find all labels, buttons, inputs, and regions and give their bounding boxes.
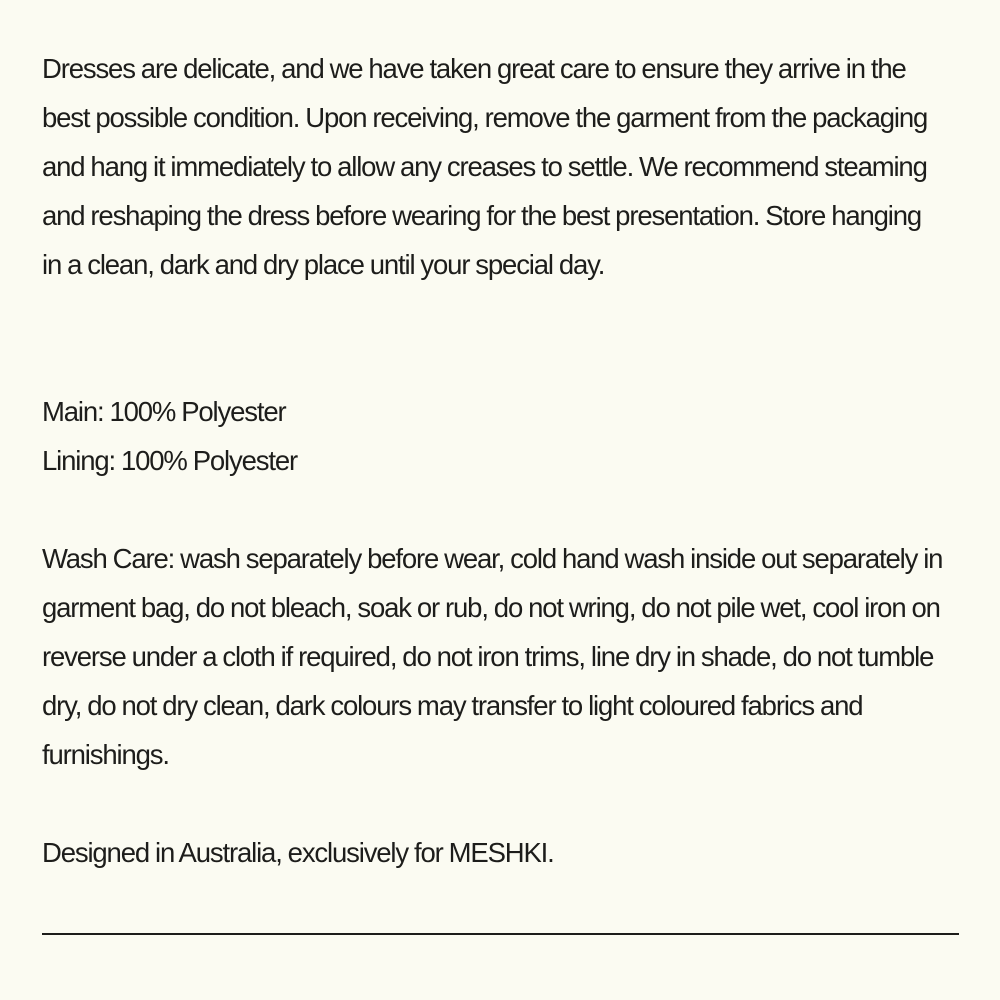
- care-instructions-paragraph: Dresses are delicate, and we have taken great care to ensure they arrive in the best possible condition. Upon receiving, remove the garment from the packaging and hang it immediately to allow any creases to settle. We recommend steaming and reshaping the dress before wearing for the best presentation. Store hanging in a clean, dark and dry place until your special day.: [42, 53, 928, 280]
- section-divider: [42, 933, 959, 935]
- fabric-composition: [42, 387, 958, 485]
- designed-in-line: Designed in Australia, exclusively for MESHKI.: [42, 837, 554, 868]
- main-fabric-line: Main: 100% Polyester: [42, 396, 286, 427]
- lining-fabric-line: Lining: 100% Polyester: [42, 445, 297, 476]
- care-content: [42, 44, 958, 877]
- wash-care-paragraph: Wash Care: wash separately before wear, cold hand wash inside out separately in garment bag, do not bleach, soak or rub, do not wring, do not pile wet, cool iron on reverse under a cloth if required, do not iron trims, line dry in shade, do not tumble dry, do not dry clean, dark colours may transfer to light coloured fabrics and furnishings.: [42, 543, 943, 770]
